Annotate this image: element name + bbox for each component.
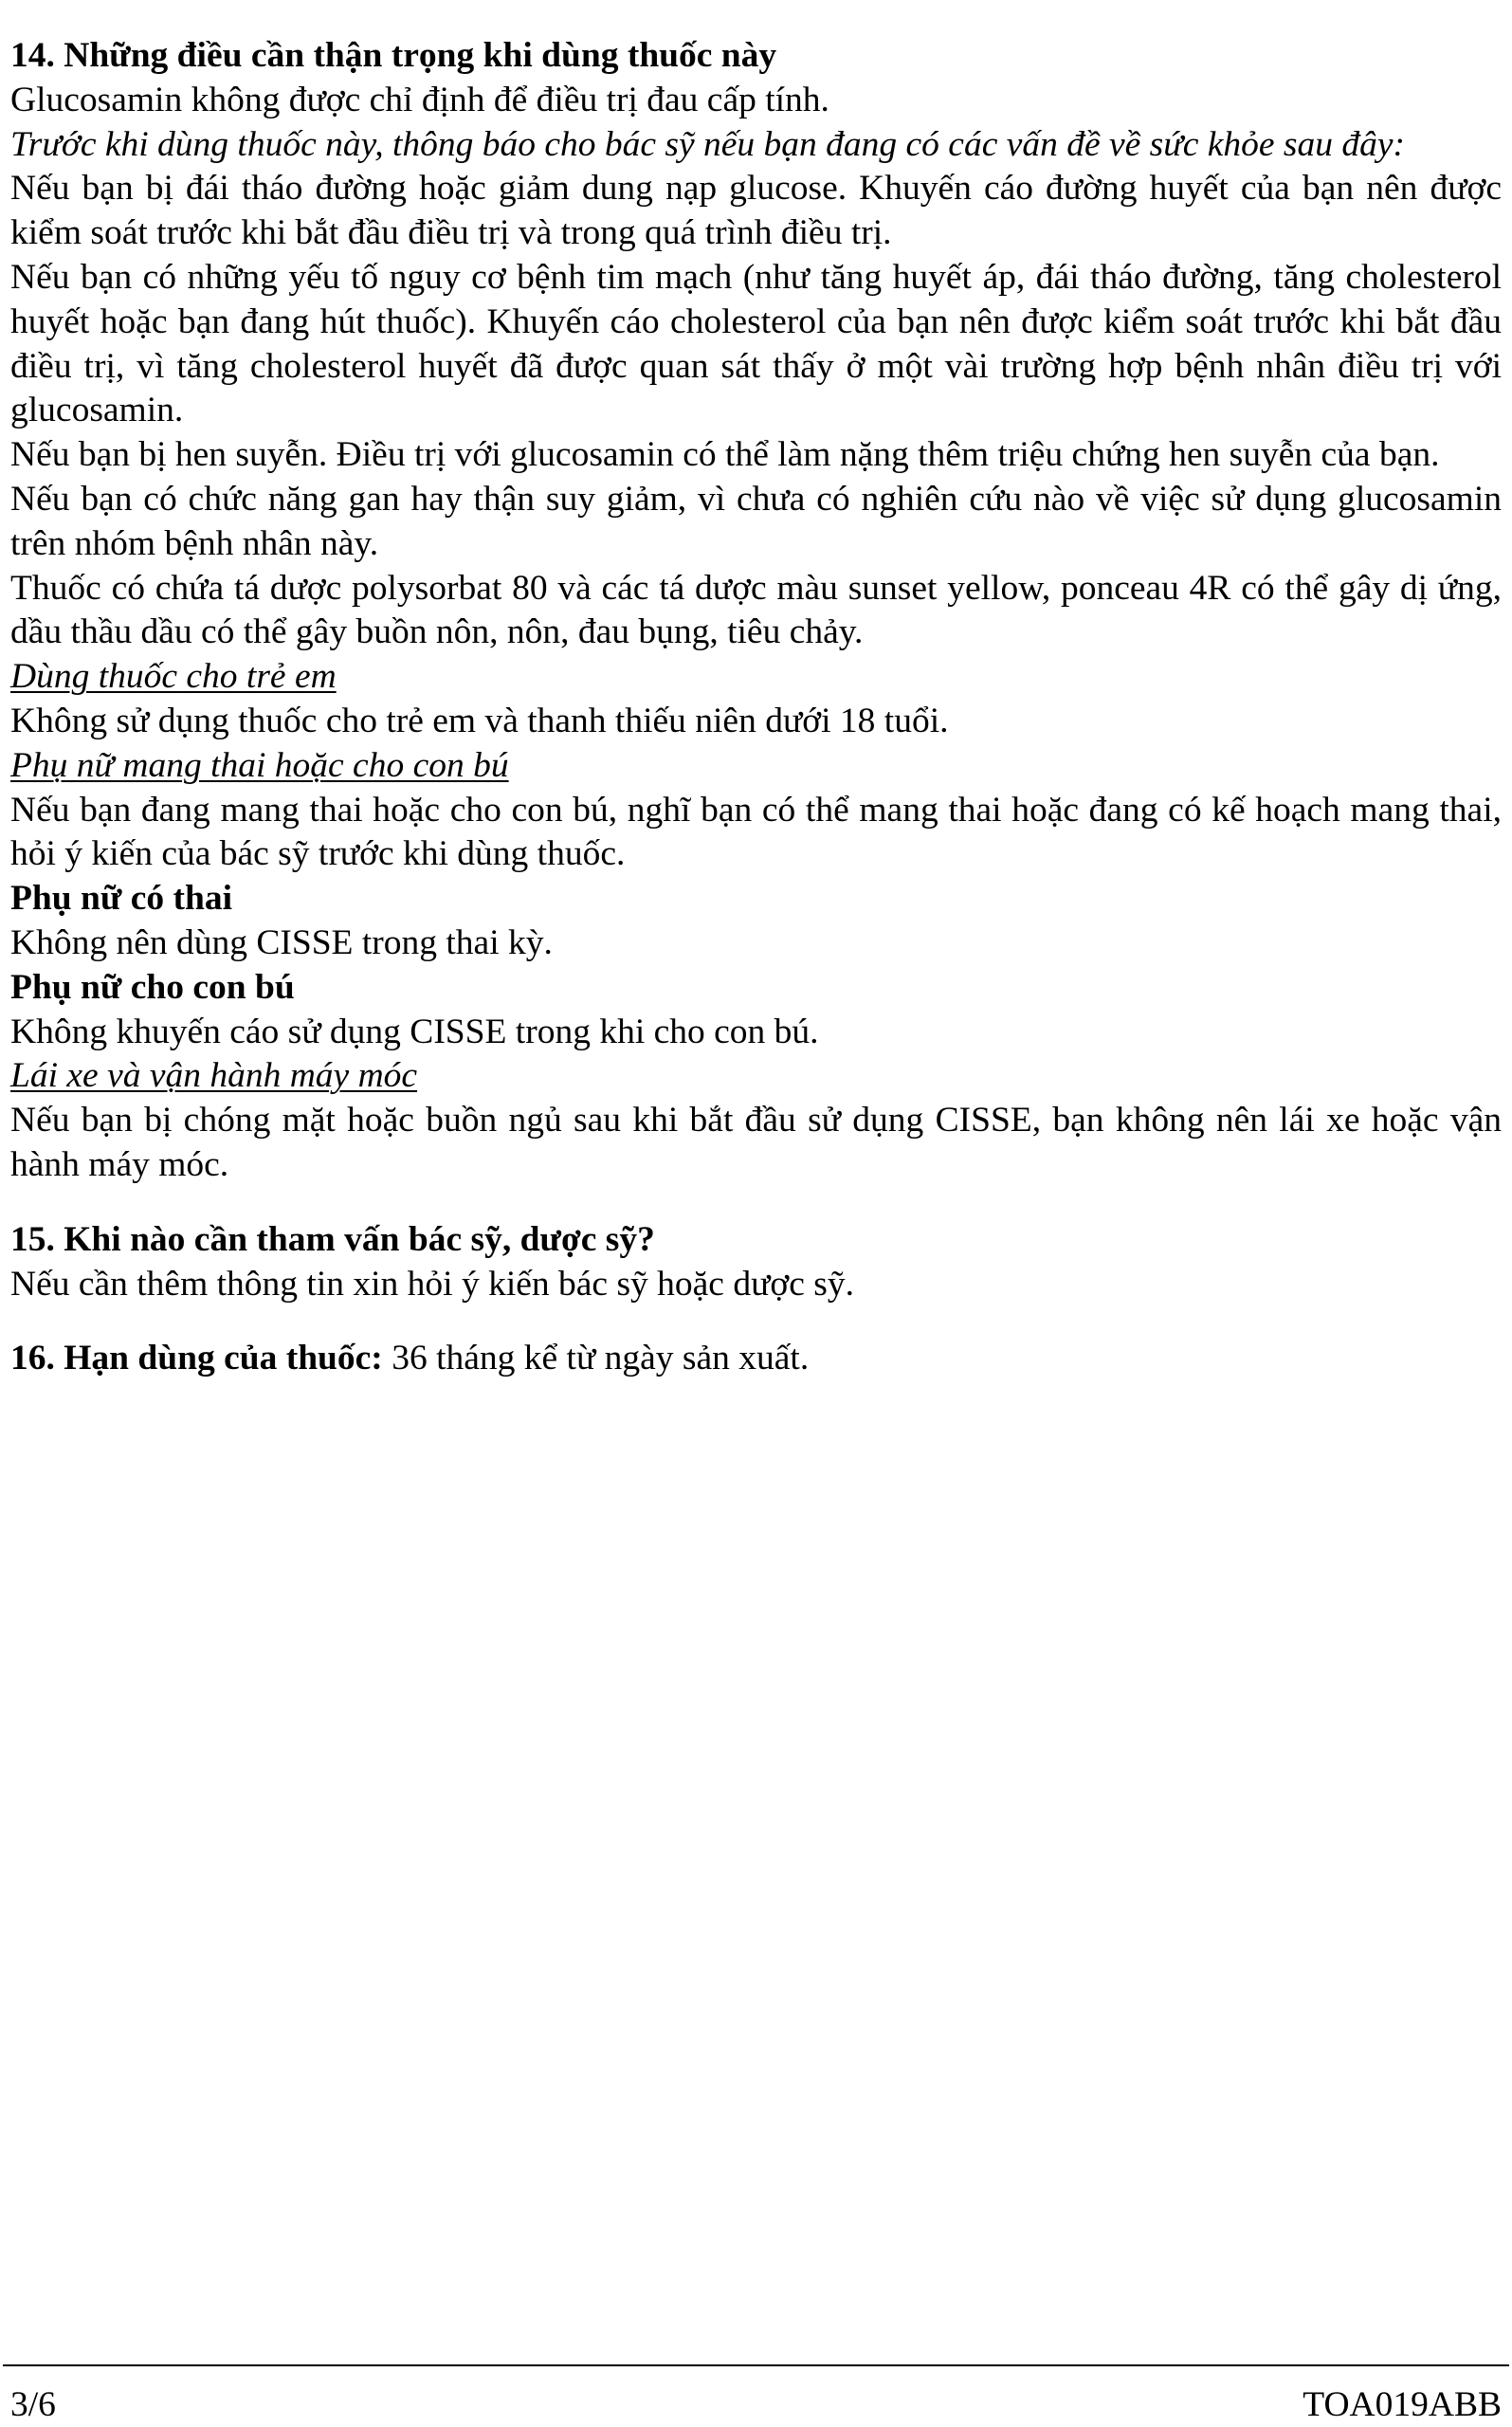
pregnant-subheading: Phụ nữ có thai (10, 879, 233, 919)
breastfeeding-paragraph: Không khuyến cáo sử dụng CISSE trong khi cho con bú. (10, 1012, 819, 1051)
section-16-line (10, 1337, 1502, 1381)
section-16-heading: 16. Hạn dùng của thuốc: (10, 1339, 383, 1378)
liver-kidney-paragraph: Nếu bạn có chức năng gan hay thận suy giảm, vì chưa có nghiên cứu nào về việc sử dụng glucosamin trên nhóm bệnh nhân này. (10, 479, 1502, 563)
section-15-paragraph: Nếu cần thêm thông tin xin hỏi ý kiến bác sỹ hoặc dược sỹ. (10, 1264, 854, 1304)
children-paragraph: Không sử dụng thuốc cho trẻ em và thanh thiếu niên dưới 18 tuổi. (10, 701, 949, 740)
before-use-note: Trước khi dùng thuốc này, thông báo cho bác sỹ nếu bạn đang có các vấn đề về sức khỏe sau đây: (10, 124, 1405, 164)
children-subheading-text: Dùng thuốc cho trẻ em (10, 657, 337, 697)
page-footer (10, 2383, 1502, 2427)
breastfeeding-subheading: Phụ nữ cho con bú (10, 967, 295, 1007)
pregnancy-paragraph: Nếu bạn đang mang thai hoặc cho con bú, nghĩ bạn có thể mang thai hoặc đang có kế hoạch mang thai, hỏi ý kiến của bác sỹ trước khi dùng thuốc. (10, 790, 1502, 874)
document-body (10, 34, 1502, 1381)
pregnancy-subheading (10, 744, 1502, 789)
children-subheading (10, 655, 1502, 700)
section-14-heading: 14. Những điều cần thận trọng khi dùng thuốc này (10, 36, 777, 75)
diabetes-paragraph: Nếu bạn bị đái tháo đường hoặc giảm dung nạp glucose. Khuyến cáo đường huyết của bạn nên được kiểm soát trước khi bắt đầu điều trị và trong quá trình điều trị. (10, 169, 1502, 253)
section-spacer (10, 1306, 1502, 1337)
asthma-paragraph: Nếu bạn bị hen suyễn. Điều trị với glucosamin có thể làm nặng thêm triệu chứng hen suyễn của bạn. (10, 435, 1440, 475)
excipients-paragraph: Thuốc có chứa tá dược polysorbat 80 và các tá dược màu sunset yellow, ponceau 4R có thể gây dị ứng, dầu thầu dầu có thể gây buồn nôn, nôn, đau bụng, tiêu chảy. (10, 568, 1502, 652)
section-14-intro: Glucosamin không được chỉ định để điều trị đau cấp tính. (10, 80, 829, 119)
section-15-heading: 15. Khi nào cần tham vấn bác sỹ, dược sỹ? (10, 1219, 655, 1259)
footer-divider (3, 2364, 1509, 2366)
cardio-paragraph: Nếu bạn có những yếu tố nguy cơ bệnh tim mạch (như tăng huyết áp, đái tháo đường, tăng cholesterol huyết hoặc bạn đang hút thuốc). Khuyến cáo cholesterol của bạn nên được kiểm soát trước khi bắt đầu điều trị, vì tăng cholesterol huyết đã được quan sát thấy ở một vài trường hợp bệnh nhân điều trị với glucosamin. (10, 257, 1502, 430)
section-16-text: 36 tháng kể từ ngày sản xuất. (382, 1339, 810, 1378)
driving-subheading (10, 1054, 1502, 1099)
pregnant-paragraph: Không nên dùng CISSE trong thai kỳ. (10, 922, 553, 962)
driving-subheading-text: Lái xe và vận hành máy móc (10, 1056, 418, 1096)
document-code: TOA019ABB (1303, 2385, 1502, 2424)
pregnancy-subheading-text: Phụ nữ mang thai hoặc cho con bú (10, 745, 509, 785)
driving-paragraph: Nếu bạn bị chóng mặt hoặc buồn ngủ sau khi bắt đầu sử dụng CISSE, bạn không nên lái xe hoặc vận hành máy móc. (10, 1101, 1502, 1184)
section-spacer (10, 1188, 1502, 1218)
page-number: 3/6 (10, 2385, 56, 2424)
